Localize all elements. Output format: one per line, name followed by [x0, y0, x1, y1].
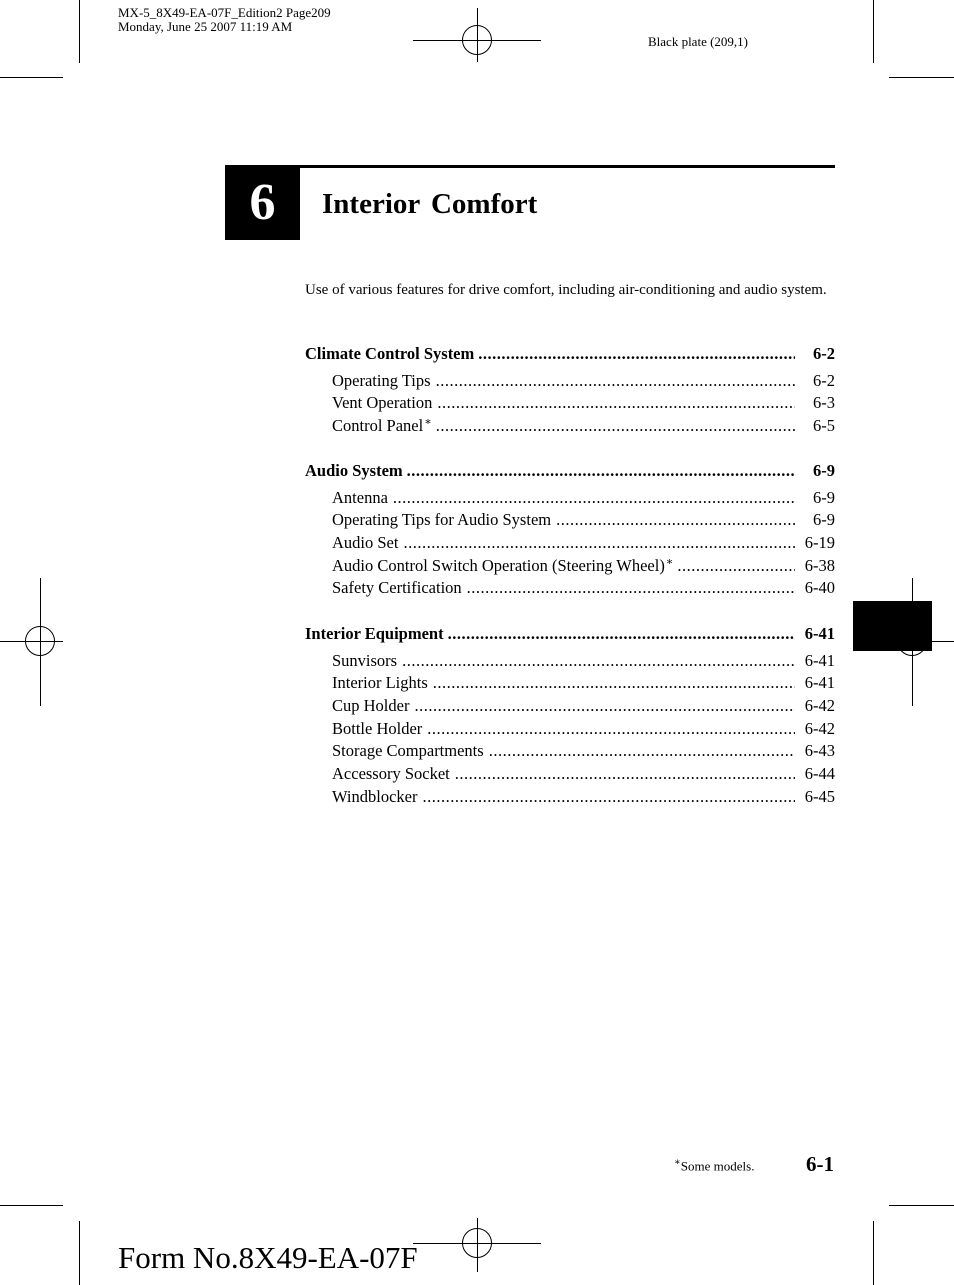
page-number: 6-1: [806, 1152, 834, 1176]
date-line: Monday, June 25 2007 11:19 AM: [118, 19, 293, 34]
intro-text: Use of various features for drive comfort, including air-conditioning and audio system.: [305, 282, 827, 298]
chapter-thumb-tab: [853, 601, 932, 651]
toc-item[interactable]: Operating Tips for Audio System ..... 6-9: [305, 505, 835, 528]
toc-item[interactable]: Accessory Socket ..... 6-44: [305, 759, 835, 782]
toc-item[interactable]: Storage Compartments ..... 6-43: [305, 736, 835, 759]
toc-item[interactable]: Windblocker ..... 6-45: [305, 782, 835, 805]
toc-item[interactable]: Antenna ..... 6-9: [305, 483, 835, 506]
toc-item[interactable]: Control Panel∗ ..... 6-5: [305, 411, 835, 434]
chapter-rule: [300, 165, 835, 168]
some-models-mark: ∗: [674, 1157, 681, 1168]
toc-item[interactable]: Audio Control Switch Operation (Steering Wheel)∗ ..... 6-38: [305, 551, 835, 574]
toc-heading[interactable]: Climate Control System ..... 6-2: [305, 343, 835, 366]
print-header: [118, 6, 331, 34]
chapter-title: Interior Comfort: [322, 188, 538, 220]
plate-label: Black plate (209,1): [648, 34, 748, 49]
toc-section-equipment: [305, 623, 835, 805]
toc-section-audio: [305, 460, 835, 596]
toc-item[interactable]: Cup Holder ..... 6-42: [305, 691, 835, 714]
toc-item[interactable]: Sunvisors ..... 6-41: [305, 646, 835, 669]
some-models-mark: ∗: [665, 555, 674, 568]
form-number: Form No.8X49-EA-07F: [118, 1240, 418, 1275]
toc-item[interactable]: Vent Operation ..... 6-3: [305, 388, 835, 411]
toc-item[interactable]: Bottle Holder ..... 6-42: [305, 714, 835, 737]
toc-section-climate: [305, 343, 835, 434]
file-line: MX-5_8X49-EA-07F_Edition2 Page209: [118, 5, 331, 20]
toc-item[interactable]: Interior Lights ..... 6-41: [305, 668, 835, 691]
toc-heading[interactable]: Interior Equipment ..... 6-41: [305, 623, 835, 646]
footnote: ∗Some models.: [674, 1157, 755, 1174]
toc-item[interactable]: Operating Tips ..... 6-2: [305, 366, 835, 389]
some-models-mark: ∗: [424, 416, 432, 429]
toc-item[interactable]: Safety Certification ..... 6-40: [305, 573, 835, 596]
chapter-number: 6: [225, 165, 300, 240]
toc-item[interactable]: Audio Set ..... 6-19: [305, 528, 835, 551]
toc-heading[interactable]: Audio System ..... 6-9: [305, 460, 835, 483]
